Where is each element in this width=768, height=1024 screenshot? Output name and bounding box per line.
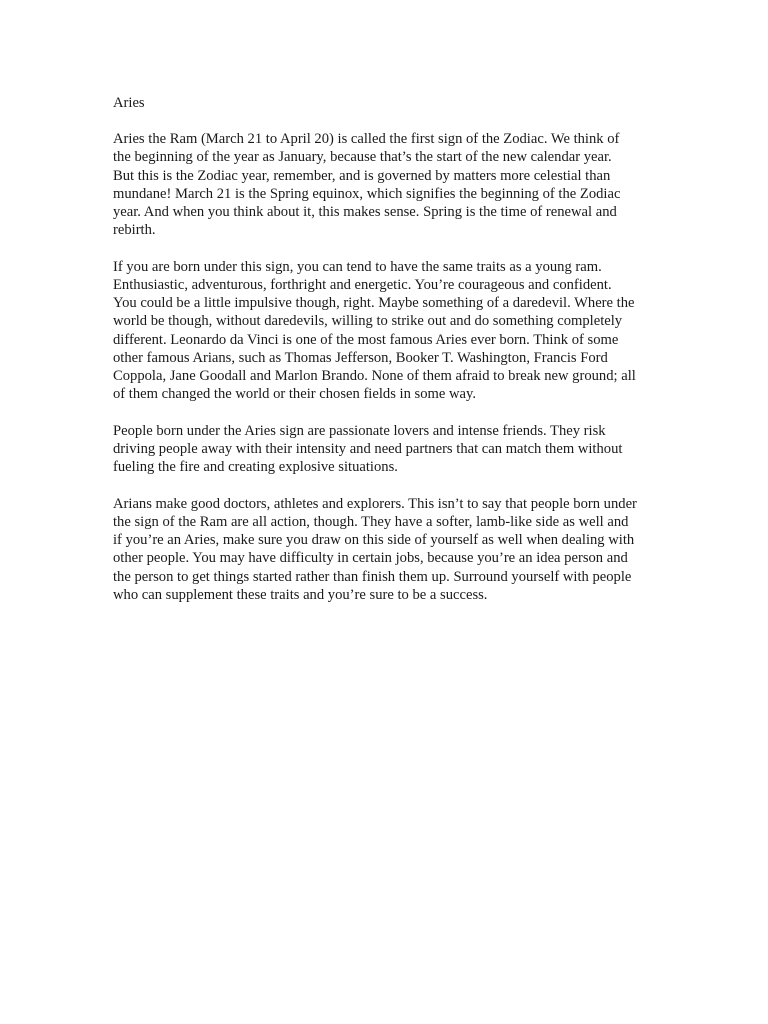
paragraph-line: If you are born under this sign, you can tend to have the same traits as a young ram. <box>113 258 602 275</box>
paragraph-line: mundane! March 21 is the Spring equinox, which signifies the beginning of the Zodiac <box>113 185 621 202</box>
paragraph-traits <box>113 258 658 404</box>
paragraph-line: Aries the Ram (March 21 to April 20) is called the first sign of the Zodiac. We think of <box>113 131 620 148</box>
paragraph-line: But this is the Zodiac year, remember, and is governed by matters more celestial than <box>113 167 611 184</box>
paragraph-line: driving people away with their intensity and need partners that can match them without <box>113 441 623 458</box>
paragraph-line: who can supplement these traits and you’re sure to be a success. <box>113 586 488 603</box>
paragraph-line: if you’re an Aries, make sure you draw on this side of yourself as well when dealing with <box>113 532 635 549</box>
paragraph-line: the person to get things started rather than finish them up. Surround yourself with people <box>113 568 632 585</box>
paragraph-zodiac-intro <box>113 130 658 239</box>
paragraph-line: Coppola, Jane Goodall and Marlon Brando. None of them afraid to break new ground; all <box>113 368 636 385</box>
paragraph-line: Arians make good doctors, athletes and explorers. This isn’t to say that people born under <box>113 495 637 512</box>
document-title: Aries <box>113 95 145 111</box>
paragraph-line: rebirth. <box>113 222 156 239</box>
paragraph-line: other famous Arians, such as Thomas Jefferson, Booker T. Washington, Francis Ford <box>113 349 608 366</box>
paragraph-line: You could be a little impulsive though, right. Maybe something of a daredevil. Where the <box>113 295 635 312</box>
paragraph-line: different. Leonardo da Vinci is one of the most famous Aries ever born. Think of some <box>113 331 619 348</box>
paragraph-relationships <box>113 422 658 477</box>
paragraph-careers <box>113 495 658 604</box>
paragraph-line: Enthusiastic, adventurous, forthright and energetic. You’re courageous and confident. <box>113 277 612 294</box>
document-body <box>113 94 658 622</box>
paragraph-line: year. And when you think about it, this makes sense. Spring is the time of renewal and <box>113 204 617 221</box>
paragraph-line: of them changed the world or their chosen fields in some way. <box>113 386 476 403</box>
paragraph-line: other people. You may have difficulty in certain jobs, because you’re an idea person and <box>113 550 628 567</box>
paragraph-line: the beginning of the year as January, because that’s the start of the new calendar year. <box>113 149 612 166</box>
paragraph-line: fueling the fire and creating explosive situations. <box>113 459 398 476</box>
paragraph-line: People born under the Aries sign are passionate lovers and intense friends. They risk <box>113 422 606 439</box>
paragraph-line: world be though, without daredevils, willing to strike out and do something completely <box>113 313 623 330</box>
paragraph-line: the sign of the Ram are all action, though. They have a softer, lamb-like side as well and <box>113 514 629 531</box>
